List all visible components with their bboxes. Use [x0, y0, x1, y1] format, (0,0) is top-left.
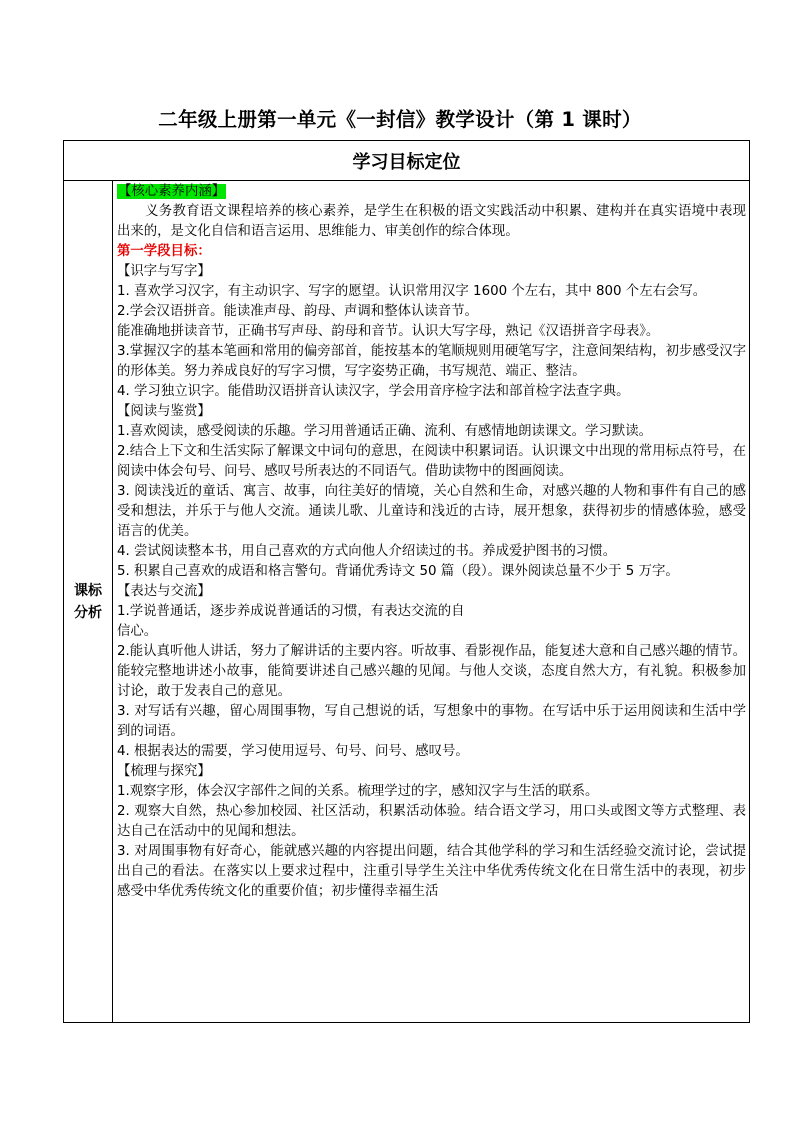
row-label-line2: 分析 [74, 604, 102, 621]
lesson-table [63, 140, 750, 1023]
expression-item-2: 2.能认真听他人讲话，努力了解讲话的主要内容。听故事、看影视作品，能复述大意和自己感兴趣的情节。能较完整地讲述小故事，能简要讲述自己感兴趣的见闻。与他人交谈，态度自然大方，有礼貌。积极参加讨论，敢于发表自己的意见。 [117, 644, 746, 699]
section-label-exploration: 【梳理与探究】 [117, 764, 211, 779]
core-literacy-label: 【核心素养内涵】 [118, 184, 226, 199]
expression-item-1: 1.学说普通话，逐步养成说普通话的习惯，有表达交流的自 [117, 604, 465, 619]
exploration-item-2: 2. 观察大自然，热心参加校园、社区活动，积累活动体验。结合语文学习，用口头或图文等方式整理、表达自己在活动中的见闻和想法。 [117, 804, 746, 839]
section-header: 学习目标定位 [64, 141, 750, 181]
expression-item-4: 4. 根据表达的需要，学习使用逗号、句号、问号、感叹号。 [117, 744, 469, 759]
section-label-literacy: 【识字与写字】 [117, 264, 211, 279]
header-row [64, 141, 750, 181]
literacy-item-3: 3.掌握汉字的基本笔画和常用的偏旁部首，能按基本的笔顺规则用硬笔写字，注意间架结构，初步感受汉字的形体美。努力养成良好的写字习惯，写字姿势正确，书写规范、端正、整洁。 [117, 344, 746, 379]
reading-item-3: 3. 阅读浅近的童话、寓言、故事，向往美好的情境，关心自然和生命，对感兴趣的人物和事件有自己的感受和想法，并乐于与他人交流。通读儿歌、儿童诗和浅近的古诗，展开想象，获得初步的情感体验，感受语言的优美。 [117, 484, 746, 539]
literacy-item-2-cont: 能准确地拼读音节，正确书写声母、韵母和音节。认识大写字母，熟记《汉语拼音字母表》。 [117, 324, 660, 339]
curriculum-analysis-content [113, 181, 750, 1023]
literacy-item-1: 1. 喜欢学习汉字，有主动识字、写字的愿望。认识常用汉字 1600 个左右，其中 800 个左右会写。 [117, 284, 707, 299]
row-label [64, 181, 113, 1023]
exploration-item-1: 1.观察字形，体会汉字部件之间的关系。梳理学过的字，感知汉字与生活的联系。 [117, 784, 599, 799]
row-label-line1: 课标 [74, 582, 102, 599]
reading-item-5: 5. 积累自己喜欢的成语和格言警句。背诵优秀诗文 50 篇（段）。课外阅读总量不少于 5 万字。 [117, 564, 679, 579]
core-literacy-text: 义务教育语文课程培养的核心素养，是学生在积极的语文实践活动中积累、建构并在真实语境中表现出来的，是文化自信和语言运用、思维能力、审美创作的综合体现。 [117, 204, 746, 239]
section-label-reading: 【阅读与鉴赏】 [117, 404, 211, 419]
exploration-item-3: 3. 对周围事物有好奇心，能就感兴趣的内容提出问题，结合其他学科的学习和生活经验交流讨论，尝试提出自己的看法。在落实以上要求过程中，注重引导学生关注中华优秀传统文化在日常生活中的表现，初步感受中华优秀传统文化的重要价值；初步懂得幸福生活 [117, 844, 746, 899]
analysis-row [64, 181, 750, 1023]
literacy-item-4: 4. 学习独立识字。能借助汉语拼音认读汉字，学会用音序检字法和部首检字法查字典。 [117, 384, 630, 399]
reading-item-4: 4. 尝试阅读整本书，用自己喜欢的方式向他人介绍读过的书。养成爱护图书的习惯。 [117, 544, 617, 559]
section-label-expression: 【表达与交流】 [117, 584, 211, 599]
reading-item-1: 1.喜欢阅读，感受阅读的乐趣。学习用普通话正确、流利、有感情地朗读课文。学习默读。 [117, 424, 653, 439]
literacy-item-2: 2.学会汉语拼音。能读准声母、韵母、声调和整体认读音节。 [117, 304, 478, 319]
expression-item-3: 3. 对写话有兴趣，留心周围事物，写自己想说的话，写想象中的事物。在写话中乐于运用阅读和生活中学到的词语。 [117, 704, 746, 739]
expression-item-1-cont: 信心。 [117, 624, 158, 639]
reading-item-2: 2.结合上下文和生活实际了解课文中词句的意思，在阅读中积累词语。认识课文中出现的常用标点符号，在阅读中体会句号、问号、感叹号所表达的不同语气。借助读物中的图画阅读。 [117, 444, 746, 479]
stage-goal-heading: 第一学段目标： [117, 244, 211, 259]
document-title: 二年级上册第一单元《一封信》教学设计（第 1 课时） [158, 108, 642, 131]
